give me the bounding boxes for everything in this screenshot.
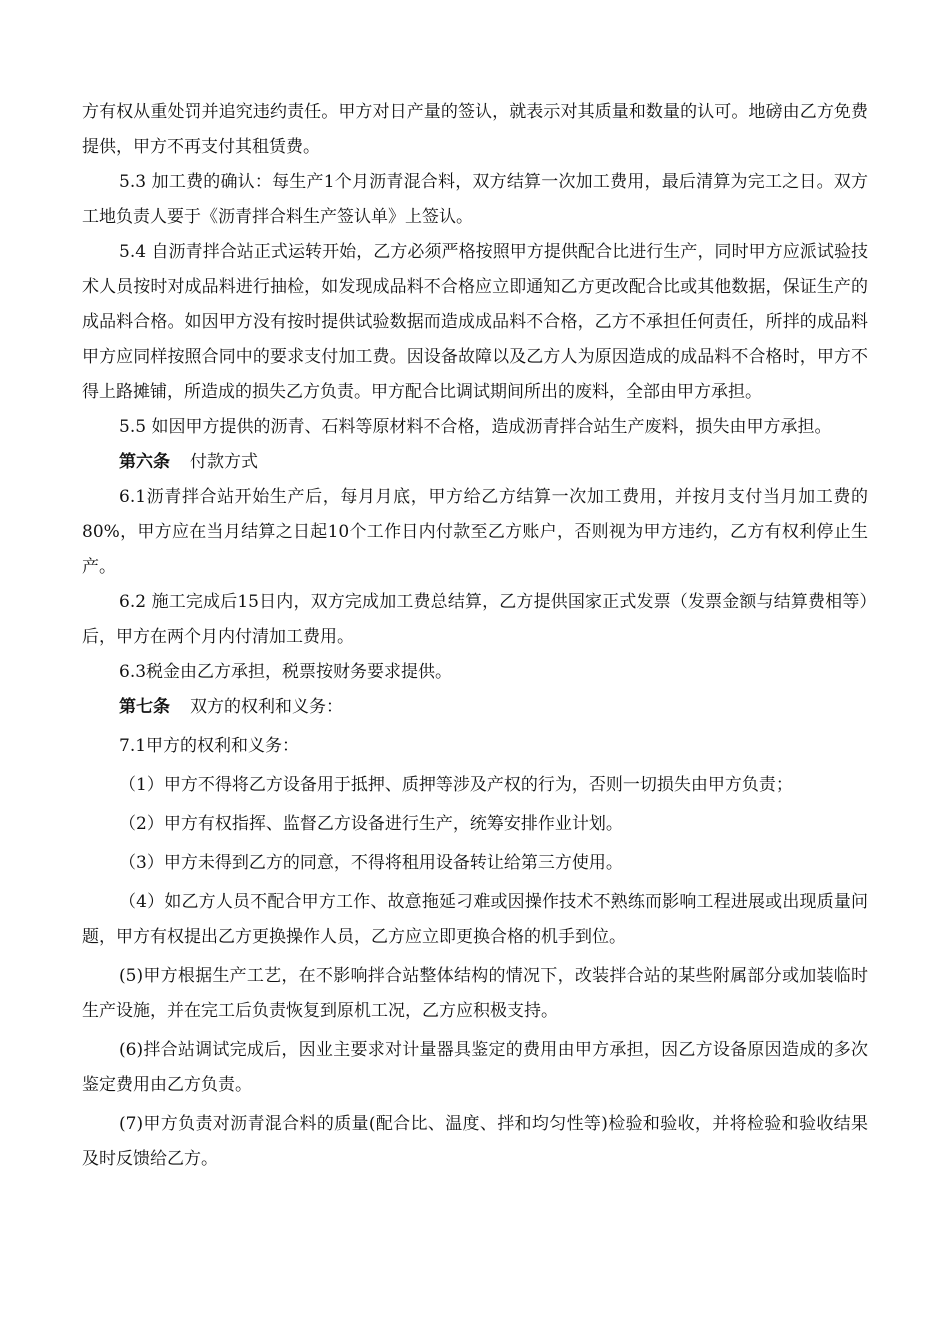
clause-5-3: 5.3 加工费的确认：每生产1个月沥青混合料，双方结算一次加工费用，最后清算为完工之日。双方工地负责人要于《沥青拌合料生产签认单》上签认。	[82, 172, 868, 227]
paragraph-continuation: 方有权从重处罚并追究违约责任。甲方对日产量的签认，就表示对其质量和数量的认可。地磅由乙方免费提供，甲方不再支付其租赁费。	[82, 102, 868, 157]
section-7-heading	[82, 690, 868, 725]
list-item-1: （1）甲方不得将乙方设备用于抵押、质押等涉及产权的行为，否则一切损失由甲方负责；	[119, 775, 793, 795]
list-item-4: （4）如乙方人员不配合甲方工作、故意拖延刁难或因操作技术不熟练而影响工程进展或出现质量问题，甲方有权提出乙方更换操作人员，乙方应立即更换合格的机手到位。	[82, 892, 868, 947]
list-item-5: (5)甲方根据生产工艺，在不影响拌合站整体结构的情况下，改装拌合站的某些附属部分或加装临时生产设施，并在完工后负责恢复到原机工况，乙方应积极支持。	[82, 966, 868, 1021]
clause-5-5: 5.5 如因甲方提供的沥青、石料等原材料不合格，造成沥青拌合站生产废料，损失由甲方承担。	[119, 417, 832, 437]
list-item-2: （2）甲方有权指挥、监督乙方设备进行生产，统筹安排作业计划。	[119, 814, 623, 834]
clause-6-2: 6.2 施工完成后15日内，双方完成加工费总结算，乙方提供国家正式发票（发票金额与结算费相等）后，甲方在两个月内付清加工费用。	[82, 592, 868, 647]
clause-5-4: 5.4 自沥青拌合站正式运转开始，乙方必须严格按照甲方提供配合比进行生产，同时甲方应派试验技术人员按时对成品料进行抽检，如发现成品料不合格应立即通知乙方更改配合比或其他数据，保证生产的成品料合格。如因甲方没有按时提供试验数据而造成成品料不合格，乙方不承担任何责任，所拌的成品料甲方应同样按照合同中的要求支付加工费。因设备故障以及乙方人为原因造成的成品料不合格时，甲方不得上路摊铺，所造成的损失乙方负责。甲方配合比调试期间所出的废料，全部由甲方承担。	[82, 242, 868, 402]
list-item-6: (6)拌合站调试完成后，因业主要求对计量器具鉴定的费用由甲方承担，因乙方设备原因造成的多次鉴定费用由乙方负责。	[82, 1040, 868, 1095]
section-7-list	[82, 729, 868, 1177]
section-6-number: 第六条	[119, 452, 170, 472]
document-body	[82, 95, 868, 1181]
list-item-3: （3）甲方未得到乙方的同意，不得将租用设备转让给第三方使用。	[119, 853, 623, 873]
clause-6-1: 6.1沥青拌合站开始生产后，每月月底，甲方给乙方结算一次加工费用，并按月支付当月加工费的80%，甲方应在当月结算之日起10个工作日内付款至乙方账户，否则视为甲方违约，乙方有权利停止生产。	[82, 487, 868, 577]
list-item-7: (7)甲方负责对沥青混合料的质量(配合比、温度、拌和均匀性等)检验和验收，并将检验和验收结果及时反馈给乙方。	[82, 1114, 868, 1169]
section-6-title: 付款方式	[190, 452, 258, 472]
clause-6-3: 6.3税金由乙方承担，税票按财务要求提供。	[119, 662, 453, 682]
section-6-heading	[82, 445, 868, 480]
section-7-title: 双方的权利和义务：	[190, 697, 343, 717]
clause-7-1-heading: 7.1甲方的权利和义务：	[119, 736, 300, 756]
section-7-number: 第七条	[119, 697, 170, 717]
